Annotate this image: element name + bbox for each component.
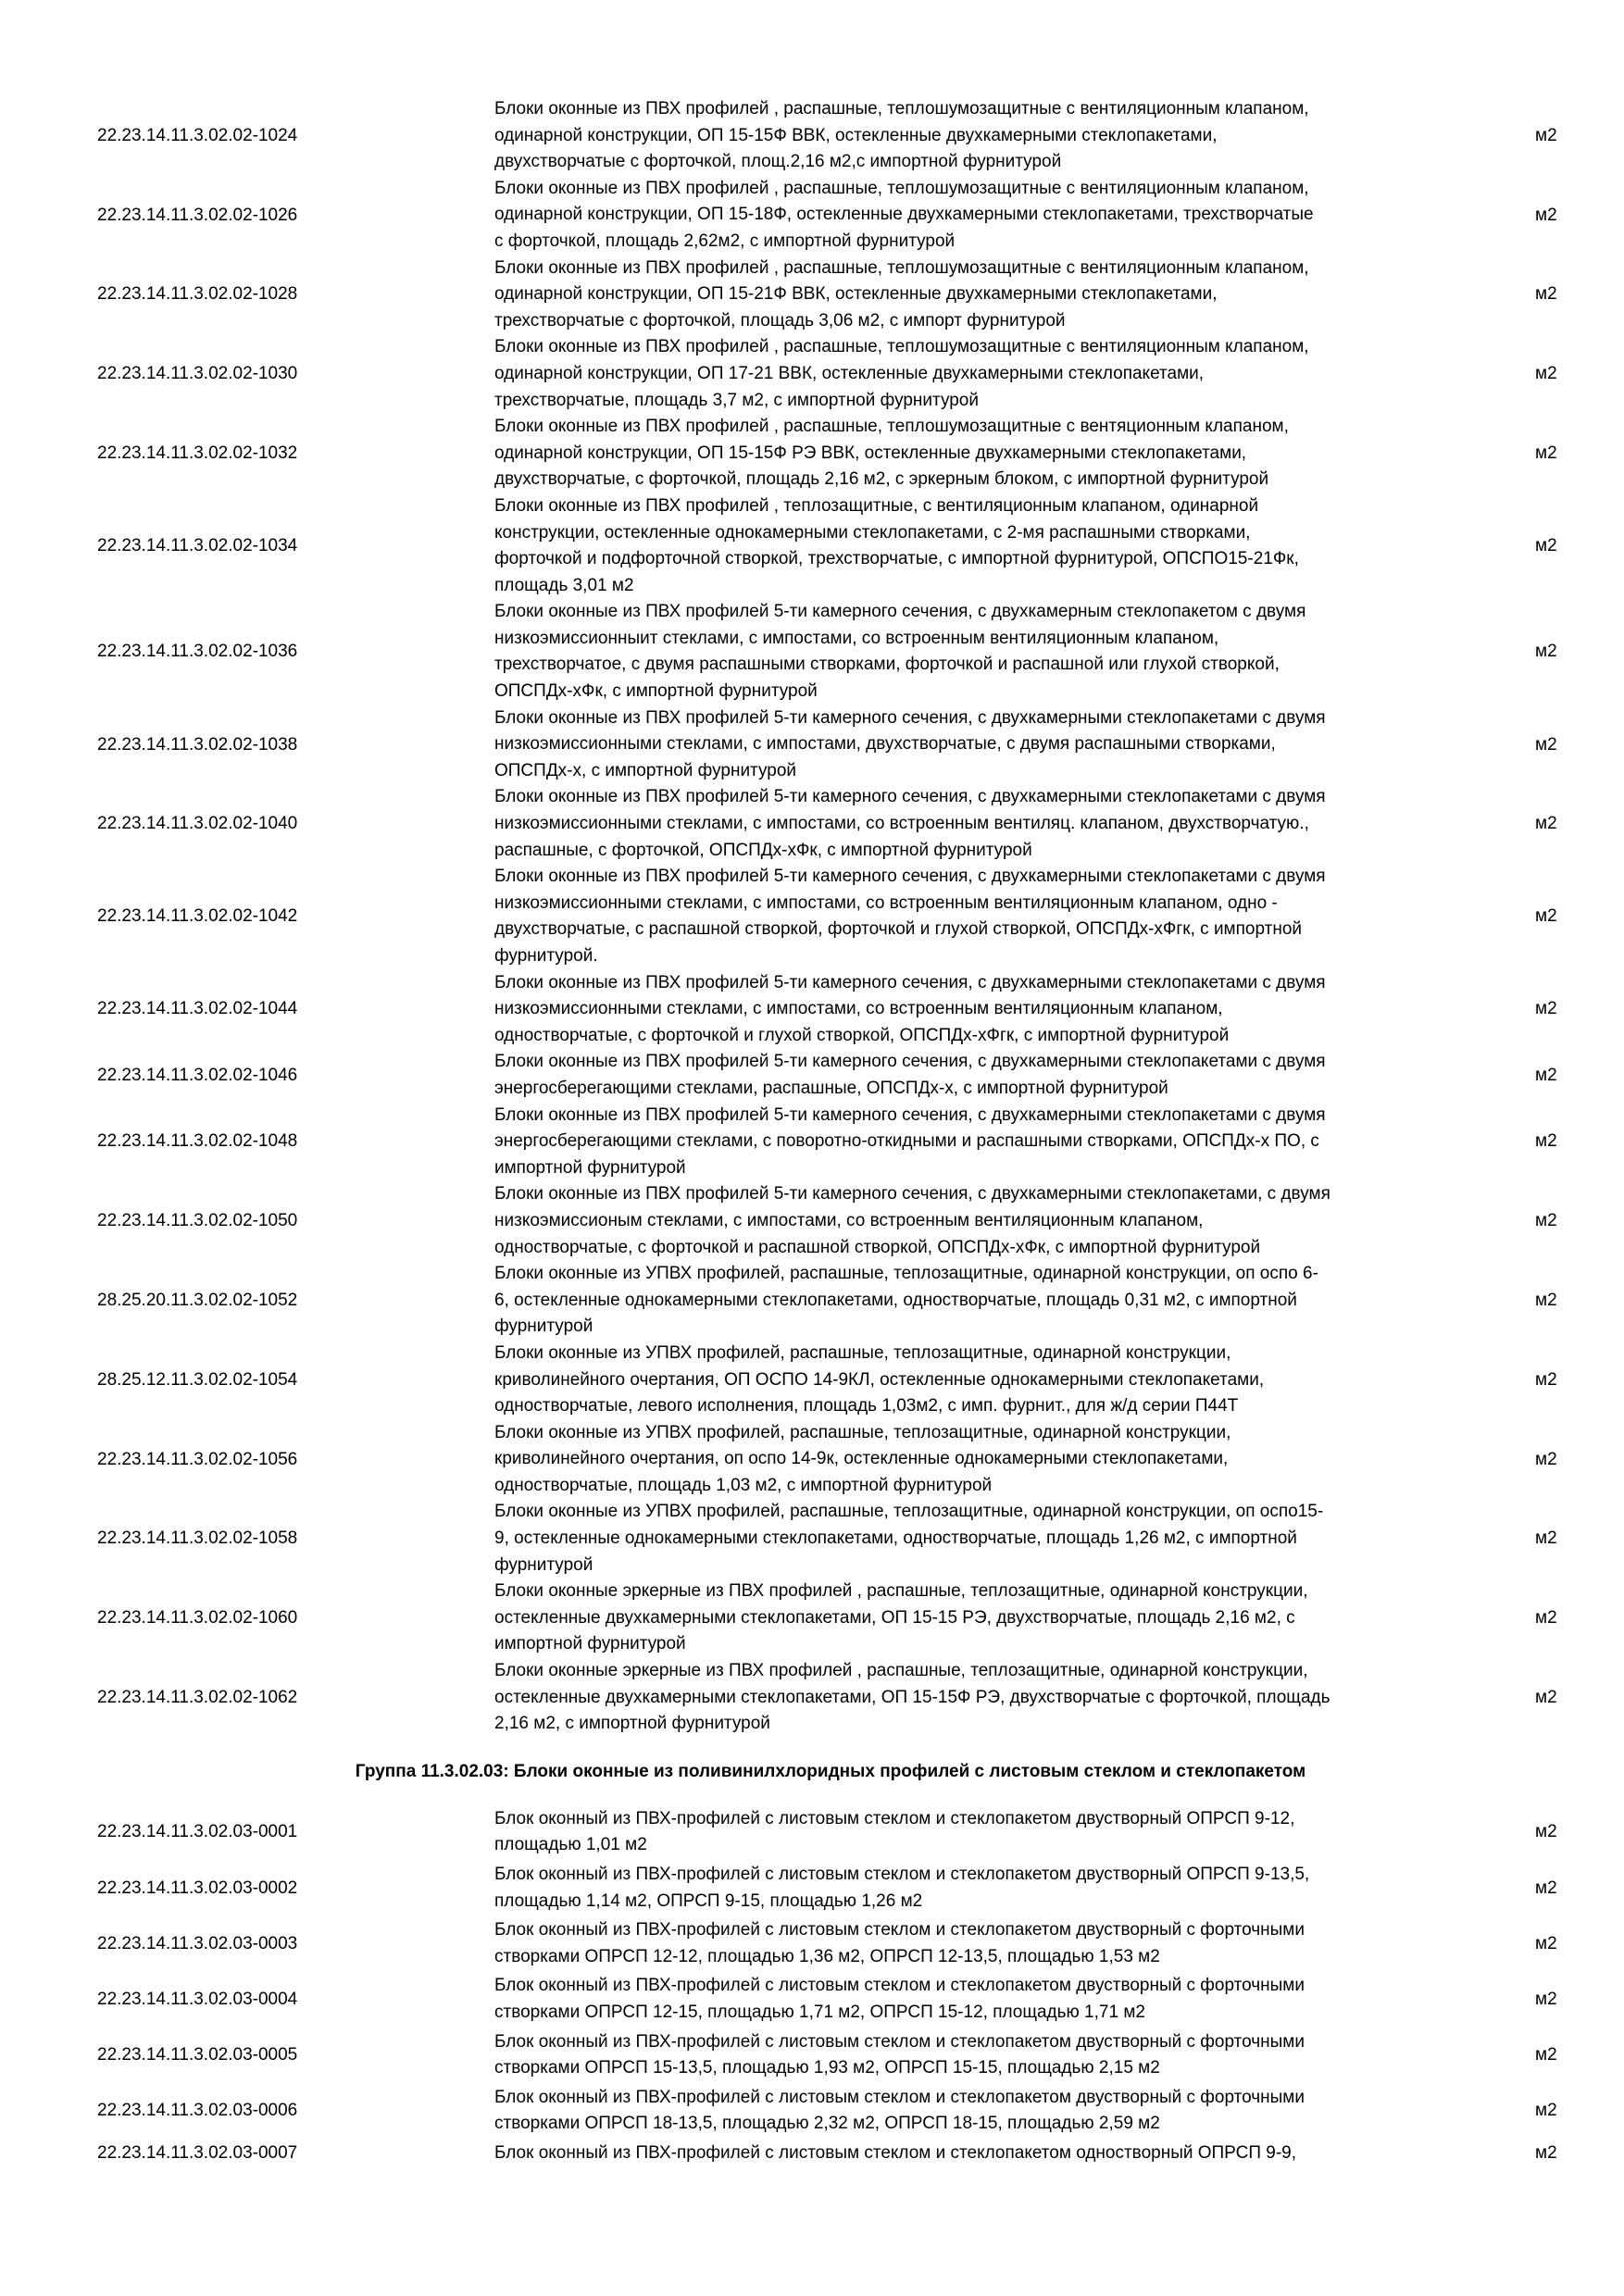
resource-description	[494, 1658, 1476, 1738]
resource-code: 22.23.14.11.3.02.03-0007	[97, 2143, 298, 2164]
table-row	[0, 1341, 1624, 1420]
table-row	[0, 414, 1624, 493]
resource-description	[494, 414, 1476, 493]
description-line: Блоки оконные из УПВХ профилей, распашные, теплозащитные, одинарной конструкции,	[494, 1422, 1231, 1442]
description-line: одностворчатые, с форточкой и глухой створкой, ОПСПДх-хФгк, с импортной фурнитурой	[494, 1025, 1230, 1045]
description-line: распашные, с форточкой, ОПСПДх-хФк, с импортной фурнитурой	[494, 840, 1032, 860]
resource-code: 22.23.14.11.3.02.03-0004	[97, 1989, 298, 2009]
resource-code: 22.23.14.11.3.02.02-1056	[97, 1449, 298, 1469]
table-row	[0, 2085, 1624, 2138]
resource-code: 22.23.14.11.3.02.02-1040	[97, 814, 298, 834]
description-line: фурнитурой	[494, 1316, 593, 1337]
description-line: импортной фурнитурой	[494, 1157, 686, 1178]
table-row	[0, 1806, 1624, 1859]
table-row	[0, 2140, 1624, 2167]
description-line: криволинейного очертания, оп оспо 14-9к, остекленные однокамерными стеклопакетами,	[494, 1449, 1229, 1469]
description-line: энергосберегающими стеклами, распашные, ОПСПДх-х, с импортной фурнитурой	[494, 1078, 1168, 1098]
unit-of-measure: м2	[1535, 2101, 1557, 2121]
resource-code: 22.23.14.11.3.02.03-0001	[97, 1822, 298, 1842]
description-line: Блоки оконные из ПВХ профилей 5-ти камерного сечения, с двухкамерными стеклопакетами с двумя	[494, 867, 1326, 887]
unit-of-measure: м2	[1535, 2143, 1557, 2164]
table-row	[0, 864, 1624, 969]
resource-description	[494, 96, 1476, 176]
description-line: низкоэмиссионными стеклами, с импостами, со встроенным вентиляционным клапаном,	[494, 999, 1223, 1019]
unit-of-measure: м2	[1535, 1291, 1557, 1311]
description-line: двухстворчатые, с распашной створкой, форточкой и глухой створкой, ОПСПДх-хФгк, с импортной	[494, 919, 1302, 940]
description-line: с форточкой, площадь 2,62м2, с импортной фурнитурой	[494, 231, 956, 251]
resource-code: 22.23.14.11.3.02.02-1028	[97, 284, 298, 305]
table-row	[0, 1917, 1624, 1970]
table-row	[0, 334, 1624, 414]
unit-of-measure: м2	[1535, 1687, 1557, 1707]
resource-code: 22.23.14.11.3.02.03-0006	[97, 2101, 298, 2121]
resource-code: 22.23.14.11.3.02.02-1042	[97, 906, 298, 927]
table-row	[0, 176, 1624, 256]
unit-of-measure: м2	[1535, 1878, 1557, 1898]
description-line: Блоки оконные из ПВХ профилей , распашные, теплошумозащитные с вентяционным клапаном,	[494, 417, 1289, 437]
description-line: одностворчатые, площадь 1,03 м2, с импортной фурнитурой	[494, 1475, 993, 1495]
description-line: одинарной конструкции, ОП 17-21 ВВК, остекленные двухкамерными стеклопакетами,	[494, 363, 1205, 383]
description-line: Блоки оконные эркерные из ПВХ профилей , распашные, теплозащитные, одинарной конструкции,	[494, 1661, 1308, 1681]
table-row	[0, 96, 1624, 176]
description-line: створками ОПРСП 12-15, площадью 1,71 м2, ОПРСП 15-12, площадью 1,71 м2	[494, 2002, 1145, 2022]
description-line: двухстворчатые, с форточкой, площадь 2,16 м2, с эркерным блоком, с импортной фурнитурой	[494, 469, 1269, 490]
description-line: форточкой и подфорточной створкой, трехстворчатые, с импортной фурнитурой, ОПСПО15-21Фк,	[494, 549, 1299, 569]
resource-code: 22.23.14.11.3.02.02-1026	[97, 205, 298, 225]
description-line: створками ОПРСП 15-13,5, площадью 1,93 м2, ОПРСП 15-15, площадью 2,15 м2	[494, 2058, 1160, 2078]
table-row	[0, 1049, 1624, 1102]
description-line: одинарной конструкции, ОП 15-15Ф ВВК, остекленные двухкамерными стеклопакетами,	[494, 125, 1218, 145]
description-line: криволинейного очертания, ОП ОСПО 14-9КЛ, остекленные однокамерными стеклопакетами,	[494, 1369, 1265, 1390]
description-line: Блок оконный из ПВХ-профилей с листовым стеклом и стеклопакетом одностворный ОПРСП 9-9,	[494, 2142, 1297, 2163]
description-line: фурнитурой	[494, 1554, 593, 1575]
unit-of-measure: м2	[1535, 284, 1557, 305]
unit-of-measure: м2	[1535, 814, 1557, 834]
unit-of-measure: м2	[1535, 1529, 1557, 1549]
unit-of-measure: м2	[1535, 642, 1557, 662]
table-row	[0, 705, 1624, 785]
resource-code: 22.23.14.11.3.02.02-1038	[97, 734, 298, 755]
description-line: фурнитурой.	[494, 946, 598, 966]
unit-of-measure: м2	[1535, 125, 1557, 145]
description-line: Блок оконный из ПВХ-профилей с листовым стеклом и стеклопакетом двустворный с форточными	[494, 1920, 1305, 1940]
resource-code: 22.23.14.11.3.02.03-0005	[97, 2045, 298, 2065]
description-line: Блок оконный из ПВХ-профилей с листовым стеклом и стеклопакетом двустворный с форточными	[494, 1976, 1305, 1996]
description-line: Блоки оконные из ПВХ профилей 5-ти камерного сечения, с двухкамерными стеклопакетами с двумя	[494, 787, 1326, 807]
description-line: трехстворчатые с форточкой, площадь 3,06 м2, с импорт фурнитурой	[494, 310, 1066, 331]
unit-of-measure: м2	[1535, 1608, 1557, 1628]
description-line: Блоки оконные из ПВХ профилей 5-ти камерного сечения, с двухкамерными стеклопакетами с двумя	[494, 1104, 1326, 1125]
description-line: остекленные двухкамерными стеклопакетами, ОП 15-15Ф РЭ, двухстворчатые с форточкой, площадь	[494, 1687, 1330, 1707]
unit-of-measure: м2	[1535, 443, 1557, 464]
table-row	[0, 970, 1624, 1050]
description-line: Блоки оконные из ПВХ профилей , теплозащитные, с вентиляционным клапаном, одинарной	[494, 495, 1259, 516]
description-line: Блок оконный из ПВХ-профилей с листовым стеклом и стеклопакетом двустворный ОПРСП 9-13,5,	[494, 1865, 1310, 1884]
description-line: Блоки оконные из ПВХ профилей , распашные, теплошумозащитные с вентиляционным клапаном,	[494, 337, 1309, 357]
unit-of-measure: м2	[1535, 734, 1557, 755]
group-section	[0, 1758, 1624, 2167]
description-line: одностворчатые, левого исполнения, площадь 1,03м2, с имп. фурнит., для ж/д серии П44Т	[494, 1396, 1239, 1416]
table-row	[0, 256, 1624, 335]
resource-code: 22.23.14.11.3.02.03-0003	[97, 1933, 298, 1953]
resource-description	[494, 493, 1476, 599]
table-row	[0, 493, 1624, 599]
resource-description	[494, 256, 1476, 335]
resource-code: 22.23.14.11.3.02.02-1044	[97, 999, 298, 1019]
description-line: трехстворчатые, площадь 3,7 м2, с импортной фурнитурой	[494, 390, 979, 410]
resource-code: 28.25.20.11.3.02.02-1052	[97, 1291, 298, 1311]
resource-description	[494, 1103, 1476, 1182]
description-line: двухстворчатые с форточкой, площ.2,16 м2,с импортной фурнитурой	[494, 152, 1062, 172]
table-row	[0, 1499, 1624, 1578]
resource-description	[494, 1578, 1476, 1658]
description-line: Блоки оконные из ПВХ профилей , распашные, теплошумозащитные с вентиляционным клапаном,	[494, 257, 1309, 278]
resource-description	[494, 2140, 1476, 2167]
resource-description	[494, 1341, 1476, 1420]
table-row	[0, 1658, 1624, 1738]
description-line: низкоэмиссионными стеклами, с импостами, двухстворчатые, с двумя распашными створками,	[494, 734, 1276, 755]
resource-description	[494, 784, 1476, 864]
description-line: Блоки оконные эркерные из ПВХ профилей , распашные, теплозащитные, одинарной конструкции,	[494, 1581, 1308, 1602]
description-line: площадь 3,01 м2	[494, 575, 634, 595]
resource-code: 22.23.14.11.3.02.02-1030	[97, 364, 298, 384]
table-row	[0, 2029, 1624, 2082]
resource-code: 22.23.14.11.3.02.02-1062	[97, 1687, 298, 1707]
description-line: Блоки оконные из УПВХ профилей, распашные, теплозащитные, одинарной конструкции,	[494, 1342, 1231, 1363]
description-line: Блоки оконные из ПВХ профилей 5-ти камерного сечения, с двухкамерным стеклопакетом с двумя	[494, 602, 1306, 622]
description-line: 2,16 м2, с импортной фурнитурой	[494, 1714, 770, 1734]
description-line: одинарной конструкции, ОП 15-15Ф РЭ ВВК, остекленные двухкамерными стеклопакетами,	[494, 443, 1247, 463]
resource-code: 22.23.14.11.3.02.02-1032	[97, 443, 298, 464]
description-line: ОПСПДх-х, с импортной фурнитурой	[494, 760, 797, 780]
resource-description	[494, 864, 1476, 969]
resource-code: 22.23.14.11.3.02.02-1058	[97, 1529, 298, 1549]
unit-of-measure: м2	[1535, 999, 1557, 1019]
table-row	[0, 1420, 1624, 1500]
resource-description	[494, 1973, 1476, 2026]
description-line: трехстворчатое, с двумя распашными створками, форточкой и распашной или глухой створкой,	[494, 655, 1280, 675]
unit-of-measure: м2	[1535, 205, 1557, 225]
table-row	[0, 1181, 1624, 1261]
description-line: Блоки оконные из ПВХ профилей , распашные, теплошумозащитные с вентиляционным клапаном,	[494, 99, 1309, 119]
description-line: низкоэмиссионными стеклами, с импостами, со встроенным вентиляционным клапаном, одно -	[494, 892, 1278, 913]
description-line: площадью 1,14 м2, ОПРСП 9-15, площадью 1,26 м2	[494, 1890, 923, 1911]
description-line: створками ОПРСП 18-13,5, площадью 2,32 м2, ОПРСП 18-15, площадью 2,59 м2	[494, 2114, 1160, 2134]
unit-of-measure: м2	[1535, 2045, 1557, 2065]
resource-description	[494, 1420, 1476, 1500]
unit-of-measure: м2	[1535, 364, 1557, 384]
unit-of-measure: м2	[1535, 1822, 1557, 1842]
unit-of-measure: м2	[1535, 1449, 1557, 1469]
unit-of-measure: м2	[1535, 1369, 1557, 1390]
unit-of-measure: м2	[1535, 1131, 1557, 1152]
resource-description	[494, 599, 1476, 705]
description-line: одинарной конструкции, ОП 15-21Ф ВВК, остекленные двухкамерными стеклопакетами,	[494, 284, 1218, 305]
resource-description	[494, 176, 1476, 256]
table-row	[0, 1578, 1624, 1658]
description-line: импортной фурнитурой	[494, 1634, 686, 1654]
group-section	[0, 96, 1624, 1738]
description-line: остекленные двухкамерными стеклопакетами, ОП 15-15 РЭ, двухстворчатые, площадь 2,16 м2, с	[494, 1607, 1295, 1628]
unit-of-measure: м2	[1535, 1989, 1557, 2009]
resource-code: 22.23.14.11.3.02.02-1048	[97, 1131, 298, 1152]
resource-description	[494, 334, 1476, 414]
resource-description	[494, 2085, 1476, 2138]
description-line: Блоки оконные из УПВХ профилей, распашные, теплозащитные, одинарной конструкции, оп оспо 6-	[494, 1264, 1318, 1284]
description-line: низкоэмиссионныит стеклами, с импостами, со встроенным вентиляционным клапаном,	[494, 628, 1219, 648]
description-line: Блоки оконные из ПВХ профилей 5-ти камерного сечения, с двухкамерными стеклопакетами, с двумя	[494, 1184, 1330, 1204]
unit-of-measure: м2	[1535, 906, 1557, 927]
description-line: Блок оконный из ПВХ-профилей с листовым стеклом и стеклопакетом двустворный с форточными	[494, 2087, 1305, 2107]
resource-description	[494, 970, 1476, 1050]
description-line: Блоки оконные из УПВХ профилей, распашные, теплозащитные, одинарной конструкции, оп оспо15-	[494, 1502, 1324, 1522]
resource-code: 22.23.14.11.3.02.02-1024	[97, 125, 298, 145]
resource-code: 22.23.14.11.3.02.02-1036	[97, 642, 298, 662]
table-row	[0, 1103, 1624, 1182]
description-line: Блоки оконные из ПВХ профилей 5-ти камерного сечения, с двухкамерными стеклопакетами с двумя	[494, 707, 1326, 728]
description-line: одинарной конструкции, ОП 15-18Ф, остекленные двухкамерными стеклопакетами, трехстворчатые	[494, 205, 1314, 225]
price-list-document	[0, 96, 1624, 2170]
description-line: Блок оконный из ПВХ-профилей с листовым стеклом и стеклопакетом двустворный с форточными	[494, 2031, 1305, 2052]
resource-description	[494, 1049, 1476, 1102]
description-line: одностворчатые, с форточкой и распашной створкой, ОПСПДх-хФк, с импортной фурнитурой	[494, 1237, 1261, 1257]
resource-description	[494, 1181, 1476, 1261]
description-line: низкоэмиссионными стеклами, с импостами, со встроенным вентиляц. клапаном, двухстворчатую.,	[494, 814, 1309, 834]
unit-of-measure: м2	[1535, 1065, 1557, 1085]
description-line: 6, остекленные однокамерными стеклопакетами, одностворчатые, площадь 0,31 м2, с импортной	[494, 1290, 1297, 1310]
resource-code: 22.23.14.11.3.02.02-1034	[97, 536, 298, 556]
resource-description	[494, 1806, 1476, 1859]
resource-description	[494, 1862, 1476, 1915]
description-line: ОПСПДх-хФк, с импортной фурнитурой	[494, 681, 818, 702]
table-row	[0, 1862, 1624, 1915]
table-row	[0, 1261, 1624, 1341]
table-row	[0, 784, 1624, 864]
description-line: створками ОПРСП 12-12, площадью 1,36 м2, ОПРСП 12-13,5, площадью 1,53 м2	[494, 1946, 1160, 1966]
resource-description	[494, 1499, 1476, 1578]
description-line: Блок оконный из ПВХ-профилей с листовым стеклом и стеклопакетом двустворный ОПРСП 9-12,	[494, 1808, 1295, 1828]
description-line: энергосберегающими стеклами, с поворотно-откидными и распашными створками, ОПСПДх-х ПО, с	[494, 1131, 1319, 1152]
description-line: Блоки оконные из ПВХ профилей 5-ти камерного сечения, с двухкамерными стеклопакетами с двумя	[494, 972, 1326, 992]
table-row	[0, 599, 1624, 705]
table-row	[0, 1973, 1624, 2026]
description-line: Блоки оконные из ПВХ профилей 5-ти камерного сечения, с двухкамерными стеклопакетами с двумя	[494, 1052, 1326, 1072]
resource-description	[494, 2029, 1476, 2082]
unit-of-measure: м2	[1535, 1211, 1557, 1231]
description-line: конструкции, остекленные однокамерными стеклопакетами, с 2-мя распашными створками,	[494, 522, 1251, 543]
description-line: площадью 1,01 м2	[494, 1835, 647, 1855]
resource-description	[494, 705, 1476, 785]
resource-description	[494, 1261, 1476, 1341]
resource-code: 22.23.14.11.3.02.03-0002	[97, 1878, 298, 1898]
resource-code: 28.25.12.11.3.02.02-1054	[97, 1369, 298, 1390]
description-line: 9, остекленные однокамерными стеклопакетами, одностворчатые, площадь 1,26 м2, с импортной	[494, 1529, 1297, 1549]
resource-code: 22.23.14.11.3.02.02-1046	[97, 1065, 298, 1085]
unit-of-measure: м2	[1535, 536, 1557, 556]
description-line: Блоки оконные из ПВХ профилей , распашные, теплошумозащитные с вентиляционным клапаном,	[494, 178, 1309, 198]
group-heading: Группа 11.3.02.03: Блоки оконные из поливинилхлоридных профилей с листовым стеклом и стеклопакетом	[355, 1761, 1306, 1781]
unit-of-measure: м2	[1535, 1933, 1557, 1953]
description-line: низкоэмиссионым стеклами, с импостами, со встроенным вентиляционным клапаном,	[494, 1210, 1204, 1230]
resource-code: 22.23.14.11.3.02.02-1060	[97, 1608, 298, 1628]
resource-description	[494, 1917, 1476, 1970]
resource-code: 22.23.14.11.3.02.02-1050	[97, 1211, 298, 1231]
